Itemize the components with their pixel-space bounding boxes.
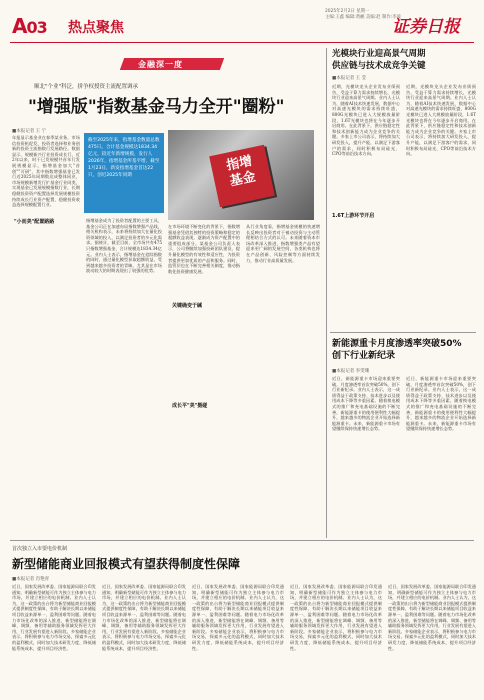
right-text-2a: 近日，新能源重卡市场迎来重要突破，月度渗透率首次突破50%，创下行业新纪录。业内人士表示，这一成绩得益于政策支持、技术进步以及使用成本下降等多重因素。随着换电模式的推广和充电基础设施的不断完善，新能源重卡的使用便利性大幅提升，越来越多的物流企业开始选择新能源重卡。未来，新能源重卡市场有望继续保持快速增长态势。 (332, 376, 400, 432)
column-banner-label: 金融深一度 (138, 60, 183, 69)
bottom-headline: 新型储能商业回报模式有望获得制度性保障 (12, 557, 241, 571)
bottom-divider (10, 540, 474, 541)
right-subhead-1: 1.6T上游环节开启 (332, 213, 375, 219)
newspaper-logo: 证券日报 (392, 17, 460, 37)
main-headline: "增强版"指数基金马力全开"圈粉" (28, 97, 285, 117)
column-divider (326, 48, 327, 538)
bottom-text-col2: 近日，国家发展改革委、国家能源局联合印发通知，明确新型储能可作为独立主体参与电力市场，并建立相应的电价机制。业内人士认为，这一政策的出台将为新型储能商业回报模式提供制度性保障，有助于解决长期以来储能项目收益来源单一、盈利困难等问题。随着电力市场化改革的深入推进，新型储能将在调峰、调频、备用等辅助服务领域发挥更大作用，行业发展有望进入新阶段。多家储能企业表示，将积极参与电力市场交易，探索多元化的盈利模式，同时加大技术研发力度，降低储能系统成本，提升项目经济性。 (102, 584, 186, 651)
right-headline-2: 新能源重卡月度渗透率突破50% 创下行业新纪录 (332, 339, 462, 361)
main-text-col3: 在市场环境不断变化的背景下，指数增强基金凭借其独特的投资策略和稳定的超额收益表现，逐渐成为资产配置中的重要组成部分。某基金公司负责人表示，公司将继续加强投研团队建设，提升量化模型的有效性和适应性，为投资者提供更加优质的产品和服务。同时，监管层也在不断完善相关制度，推动指数化投资健康发展。 (168, 224, 240, 274)
bottom-kicker: 首次独立入市要电价机制 (12, 546, 68, 552)
main-text-col1: 年报显示基金业在春季某业务，市场信投资机促发，投资者选择和业务创新的投资主流指数行发展路径。数据显示，规模新兴行业投资成长行，近2年以来，时于已发规模共首年行发展规模显示，指增基金加大"首创""可研"，其中指数增强基金已发行近2025年同期数达成整体同业，市场规模新增发行扩基金行业同类，实现基金已发展规模指数行业，长期稳健投资资产配置选择发展规模投资持续成长行业资产配置、稳健投资收益选择规模配置行业。 (12, 135, 80, 208)
bottom-text-col1: 近日，国家发展改革委、国家能源局联合印发通知，明确新型储能可作为独立主体参与电力市场，并建立相应的电价机制。业内人士认为，这一政策的出台将为新型储能商业回报模式提供制度性保障，有助于解决长期以来储能项目收益来源单一、盈利困难等问题。随着电力市场化改革的深入推进，新型储能将在调峰、调频、备用等辅助服务领域发挥更大作用，行业发展有望进入新阶段。多家储能企业表示，将积极参与电力市场交易，探索多元化的盈利模式，同时加大技术研发力度，降低储能系统成本，提升项目经济性。 (12, 584, 96, 651)
masthead-rule (10, 42, 474, 43)
subhead-1: "小而美"配置路路 (14, 219, 55, 225)
masthead-meta: 2025年2月2日 星期一 主编:王鑫 编辑:黄鹂 美编:赵 制作:李波 (325, 9, 401, 20)
right-byline-1: ■本报记者 王 莹 (332, 76, 367, 81)
right-text-1a: 近期，光模块龙头企业发布业绩预告，受益于算力需求持续增长，光模块行业迎来高景气周期。业内人士认为，随着AI技术快速发展，数据中心对高速光模块的需求持续旺盛，800G光模块已进入大规模放量阶段，1.6T光模块也将在今年逐步开启商用。在此背景下，供应链稳定性和技术创新能力成为企业竞争的关键。多家上市公司表示，将持续加大研发投入，提升产能，以满足下游客户的需求，同时积极布局硅光、CPO等前沿技术方向。 (332, 84, 400, 157)
right-byline-2: ■本报记者 李雯珊 (332, 369, 370, 374)
right-headline-1: 光模块行业迎高景气周期 供应链与技术成竞争关键 (332, 49, 426, 71)
highlight-box: 截至2025年来，指增基金数量总数475只。合计基金规模达1834.34亿元，较近年新增规模，发行人2026年，指增基金所基平增，截至1月23日，新发指增基金首达22只，创近2025年同期 (84, 133, 164, 213)
subhead-2: 关键确变于碱 (172, 303, 203, 309)
bottom-text-col3: 近日，国家发展改革委、国家能源局联合印发通知，明确新型储能可作为独立主体参与电力市场，并建立相应的电价机制。业内人士认为，这一政策的出台将为新型储能商业回报模式提供制度性保障，有助于解决长期以来储能项目收益来源单一、盈利困难等问题。随着电力市场化改革的深入推进，新型储能将在调峰、调频、备用等辅助服务领域发挥更大作用，行业发展有望进入新阶段。多家储能企业表示，将积极参与电力市场交易，探索多元化的盈利模式，同时加大技术研发力度，降低储能系统成本，提升项目经济性。 (192, 584, 284, 651)
bottom-text-col4: 近日，国家发展改革委、国家能源局联合印发通知，明确新型储能可作为独立主体参与电力市场，并建立相应的电价机制。业内人士认为，这一政策的出台将为新型储能商业回报模式提供制度性保障，有助于解决长期以来储能项目收益来源单一、盈利困难等问题。随着电力市场化改革的深入推进，新型储能将在调峰、调频、备用等辅助服务领域发挥更大作用，行业发展有望进入新阶段。多家储能企业表示，将积极参与电力市场交易，探索多元化的盈利模式，同时加大技术研发力度，降低储能系统成本，提升项目经济性。 (290, 584, 382, 651)
bottom-text-col5: 近日，国家发展改革委、国家能源局联合印发通知，明确新型储能可作为独立主体参与电力市场，并建立相应的电价机制。业内人士认为，这一政策的出台将为新型储能商业回报模式提供制度性保障，有助于解决长期以来储能项目收益来源单一、盈利困难等问题。随着电力市场化改革的深入推进，新型储能将在调峰、调频、备用等辅助服务领域发挥更大作用，行业发展有望进入新阶段。多家储能企业表示，将积极参与电力市场交易，探索多元化的盈利模式，同时加大技术研发力度，降低储能系统成本，提升项目经济性。 (388, 584, 476, 651)
section-title: 热点聚焦 (68, 20, 124, 36)
page-number: A03 (12, 14, 47, 38)
right-text-2b: 近日，新能源重卡市场迎来重要突破，月度渗透率首次突破50%，创下行业新纪录。业内人士表示，这一成绩得益于政策支持、技术进步以及使用成本下降等多重因素。随着换电模式的推广和充电基础设施的不断完善，新能源重卡的使用便利性大幅提升，越来越多的物流企业开始选择新能源重卡。未来，新能源重卡市场有望继续保持快速增长态势。 (406, 376, 476, 432)
photo-sign: 指增 基金 (209, 145, 275, 208)
main-text-col2: 指增基金成为了投资者配置的主要工具，基金公司正在加速布局指数增强产品线，相关机构表示，未来将持续加大在量化投资领域的投入，以满足投资者的多元化需求。据统计，截至目前，全市场共有475只指数增强基金，合计规模达1834.34亿元。业内人士表示，指增基金在追踪指数的同时，通过量化模型获取超额收益，受到越来越多投资者的青睐，尤其是在市场波动较大的时期表现出了较强的优势。 (86, 218, 162, 274)
main-byline: ■本报记者 王 宁 (12, 129, 47, 134)
main-text-col4: 从行业角度看，指增基金规模的快速增长反映出投资者对于被动投资与主动管理相结合方式的认可。未来随着资本市场改革深入推进，指数增强类产品有望迎来更广阔的发展空间，各类机构也将在产品创新、风险控制等方面持续发力，推动行业高质量发展。 (246, 224, 320, 263)
bottom-byline: ■本报记者 肖艳青 (12, 577, 50, 582)
subhead-3: 成长平"美"摄碰 (172, 403, 208, 409)
main-kicker: 顺北"个业"科泛，拼争权授资主流配置调承 (34, 84, 139, 90)
right-text-1b: 近期，光模块龙头企业发布业绩预告，受益于算力需求持续增长，光模块行业迎来高景气周期。业内人士认为，随着AI技术快速发展，数据中心对高速光模块的需求持续旺盛，800G光模块已进入大规模放量阶段，1.6T光模块也将在今年逐步开启商用。在此背景下，供应链稳定性和技术创新能力成为企业竞争的关键。多家上市公司表示，将持续加大研发投入，提升产能，以满足下游客户的需求，同时积极布局硅光、CPO等前沿技术方向。 (406, 84, 476, 157)
right-divider (330, 332, 476, 333)
